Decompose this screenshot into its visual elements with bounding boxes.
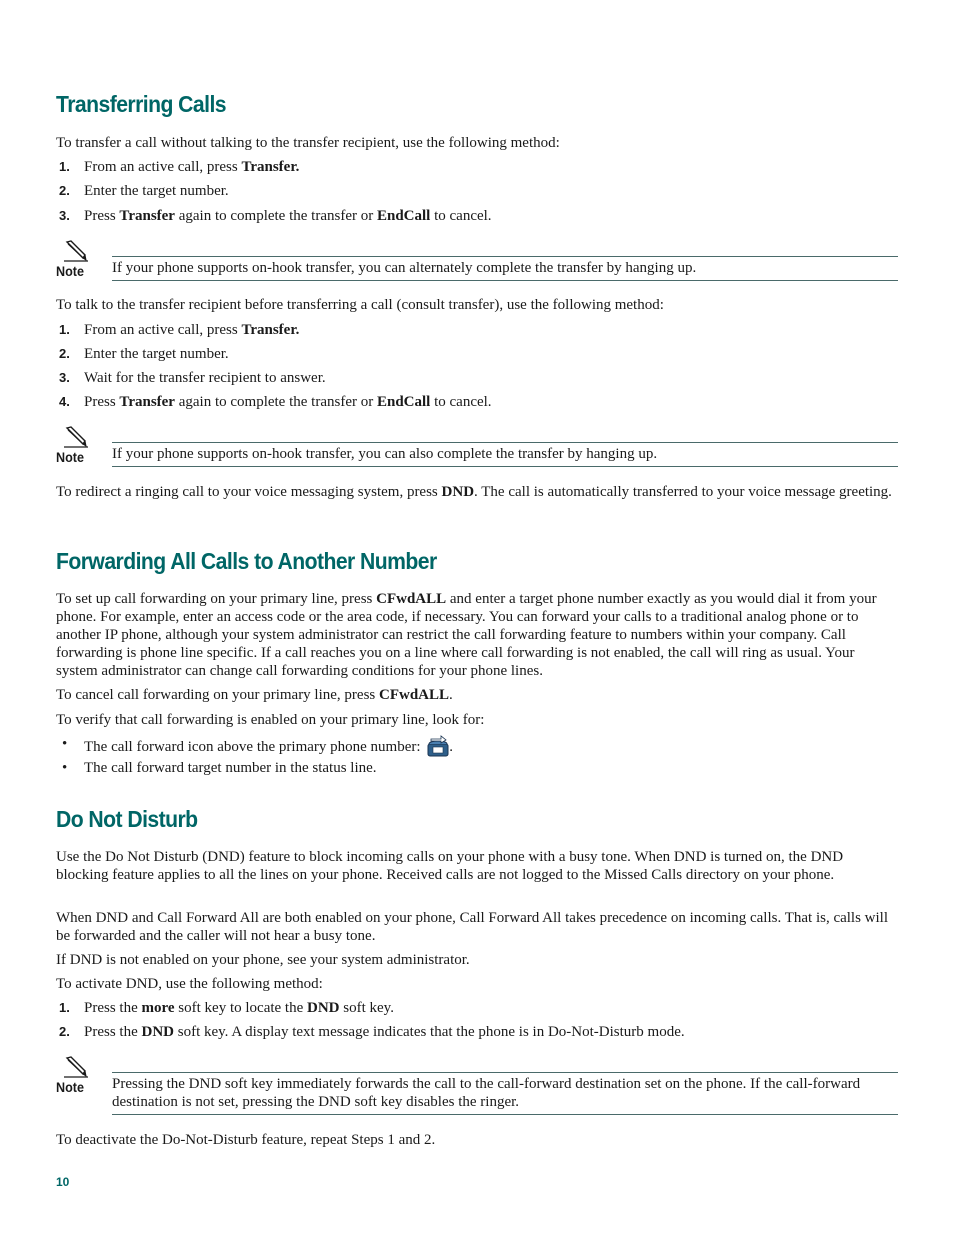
dnd-paragraph: To activate DND, use the following method:: [56, 976, 323, 992]
call-forward-icon: [427, 735, 449, 757]
dnd-paragraph: If DND is not enabled on your phone, see your system administrator.: [56, 952, 470, 968]
note-label: Note: [56, 1079, 85, 1095]
verify-forwarding-paragraph: To verify that call forwarding is enabled on your primary line, look for:: [56, 712, 485, 728]
dnd-paragraph: When DND and Call Forward All are both enabled on your phone, Call Forward All takes precedence on incoming calls. That is, calls will be forwarded and the caller will not hear a busy tone.: [56, 910, 889, 944]
transfer-intro: To transfer a call without talking to the transfer recipient, use the following method:: [56, 135, 560, 151]
heading-forwarding-calls: Forwarding All Calls to Another Number: [56, 548, 437, 574]
note-text: If your phone supports on-hook transfer, you can alternately complete the transfer by hanging up.: [112, 256, 898, 281]
forwarding-paragraph: To set up call forwarding on your primary line, press CFwdALL and enter a target phone number exactly as you would dial it from your phone. For example, enter an access code or the area code, if necessary. You can forward your calls to a traditional analog phone or to another IP phone, although your system administrator can restrict the call forwarding feature to numbers within your company. Call forwarding is phone line specific. If a call reaches you on a line where call forwarding is not enabled, the call will ring as usual. Your system administrator can change call forwarding conditions for your phone lines.: [56, 591, 877, 679]
pencil-icon: [64, 1056, 88, 1078]
pencil-icon: [64, 426, 88, 448]
heading-do-not-disturb: Do Not Disturb: [56, 806, 198, 832]
cancel-forwarding-paragraph: To cancel call forwarding on your primary line, press CFwdALL.: [56, 687, 453, 703]
page-number: 10: [56, 1175, 70, 1189]
note-text: Pressing the DND soft key immediately forwards the call to the call-forward destination set on the phone. If the call-forward destination is not set, pressing the DND soft key disables the ringer.: [112, 1072, 898, 1115]
note-label: Note: [56, 263, 85, 279]
redirect-paragraph: To redirect a ringing call to your voice messaging system, press DND. The call is automatically transferred to your voice message greeting.: [56, 484, 892, 500]
heading-transferring-calls: Transferring Calls: [56, 91, 226, 117]
consult-transfer-intro: To talk to the transfer recipient before transferring a call (consult transfer), use the following method:: [56, 297, 664, 313]
note-text: If your phone supports on-hook transfer, you can also complete the transfer by hanging up.: [112, 442, 898, 467]
dnd-closing-paragraph: To deactivate the Do-Not-Disturb feature, repeat Steps 1 and 2.: [56, 1132, 436, 1148]
dnd-paragraph: Use the Do Not Disturb (DND) feature to block incoming calls on your phone with a busy tone. When DND is turned on, the DND blocking feature applies to all the lines on your phone. Received calls are not logged to the Missed Calls directory on your phone.: [56, 849, 844, 883]
note-label: Note: [56, 449, 85, 465]
pencil-icon: [64, 240, 88, 262]
